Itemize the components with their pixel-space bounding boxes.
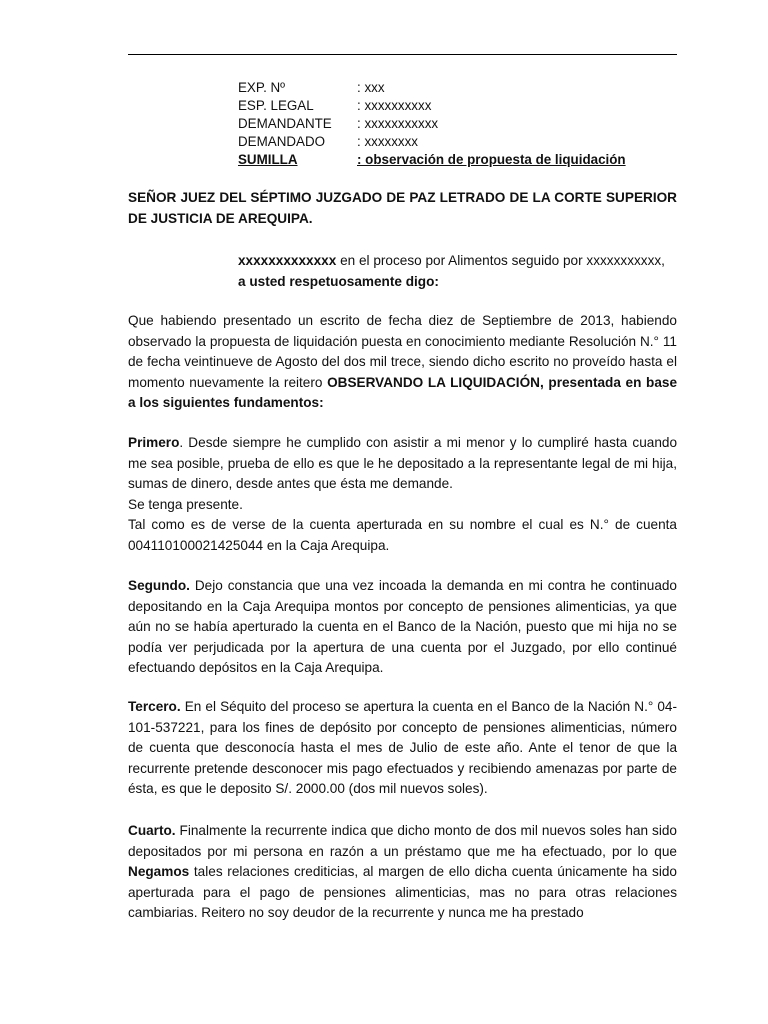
intro-text: en el proceso por Alimentos seguido por xxxxxxxxxxx, [336, 253, 665, 268]
field-value: : observación de propuesta de liquidación [357, 152, 626, 167]
field-value: : xxxxxxxxxxx [357, 116, 439, 131]
case-field-demandante [238, 115, 626, 133]
preamble-text: Que habiendo presentado un escrito de fecha diez de Septiembre de 2013, habiendo observado la propuesta de liquidación puesta en conocimiento mediante Resolución N.° 11 de fecha veintinueve de Agosto del dos mil trece, siendo dicho escrito no proveído hasta el momento nuevamente la reitero [128, 313, 677, 390]
primero-account: Tal como es de verse de la cuenta aperturada en su nombre el cual es N.° de cuenta 004110100021425044 en la Caja Arequipa. [128, 517, 677, 553]
case-header [238, 79, 626, 169]
case-field-demandado [238, 133, 626, 151]
segundo-heading: Segundo. [128, 578, 190, 593]
cuarto-emphasis: Negamos [128, 864, 190, 880]
paragraph-tercero [128, 697, 677, 800]
field-label: SUMILLA [238, 152, 298, 167]
paragraph-segundo [128, 576, 677, 679]
intro-paragraph [238, 250, 677, 292]
paragraph-cuarto [128, 821, 677, 924]
field-value: : xxxxxxxx [357, 134, 419, 149]
cuarto-text-continued: tales relaciones crediticias, al margen de ello dicha cuenta únicamente ha sido aperturada para el pago de pensiones alimenticias, mas no para otras relaciones cambiarias. Reitero no soy deudor de la recurrente y nunca me ha prestado [128, 864, 677, 921]
primero-note: Se tenga presente. [128, 496, 243, 512]
field-label: ESP. LEGAL [238, 98, 314, 113]
header-rule [128, 54, 677, 55]
tercero-heading: Tercero. [128, 699, 181, 714]
preamble-closing: presentada en base a los siguientes fundamentos: [128, 374, 678, 411]
preamble-emphasis: OBSERVANDO LA LIQUIDACIÓN, [327, 374, 544, 390]
segundo-text: Dejo constancia que una vez incoada la demanda en mi contra he continuado depositando en la Caja Arequipa montos por concepto de pensiones alimenticias, ya que aún no se había aperturado la cuenta en el Banco de la Nación, puesto que mi hija no se podía ver perjudicada por la apertura de una cuenta por el Juzgado, por ello continué efectuando depósitos en la Caja Arequipa. [128, 578, 677, 676]
plaintiff-name: xxxxxxxxxxxxx [238, 253, 337, 268]
cuarto-text: Finalmente la recurrente indica que dicho monto de dos mil nuevos soles han sido depositados por mi persona en razón a un préstamo que me ha efectuado, por lo que [128, 823, 677, 859]
field-label: DEMANDADO [238, 134, 326, 149]
cuarto-heading: Cuarto. [128, 823, 176, 838]
case-field-sumilla [238, 151, 626, 169]
field-label: EXP. Nº [238, 80, 286, 95]
intro-closing: a usted respetuosamente digo: [238, 274, 439, 289]
field-label: DEMANDANTE [238, 116, 332, 131]
primero-heading: Primero [128, 435, 180, 450]
field-value: : xxxxxxxxxx [357, 98, 432, 113]
primero-text: . Desde siempre he cumplido con asistir a mi menor y lo cumpliré hasta cuando me sea posible, prueba de ello es que le he depositado a la representante legal de mi hija, sumas de dinero, desde antes que ésta me demande. [128, 435, 677, 492]
field-value: : xxx [357, 80, 385, 95]
tercero-text: En el Séquito del proceso se apertura la cuenta en el Banco de la Nación N.° 04-101-537221, para los fines de depósito por concepto de pensiones alimenticias, número de cuenta que desconocía hasta el mes de Julio de este año. Ante el tenor de que la recurrente pretende desconocer mis pago efectuados y recibiendo amenazas por parte de ésta, es que le deposito S/. 2000.00 (dos mil nuevos soles). [128, 699, 677, 797]
paragraph-primero [128, 433, 677, 557]
case-field-exp [238, 79, 626, 97]
addressee-heading: SEÑOR JUEZ DEL SÉPTIMO JUZGADO DE PAZ LETRADO DE LA CORTE SUPERIOR DE JUSTICIA DE AREQUIPA. [128, 190, 677, 226]
case-field-esp-legal [238, 97, 626, 115]
paragraph-preamble [128, 311, 677, 414]
